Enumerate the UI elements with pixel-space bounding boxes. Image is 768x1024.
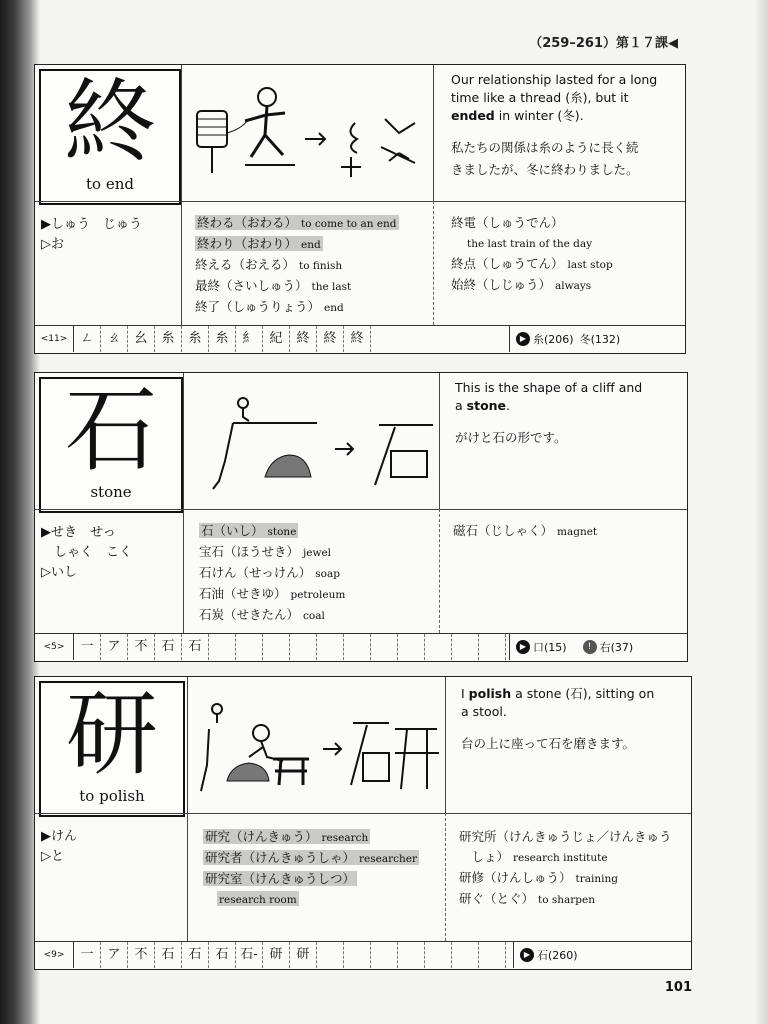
stroke-step xyxy=(425,942,452,968)
mnemonic-illustration xyxy=(191,685,443,809)
vocab-item: 研究者（けんきゅうしゃ） researcher xyxy=(205,850,417,865)
stroke-step xyxy=(290,634,317,660)
stroke-step: 不 xyxy=(128,634,155,660)
vocab-item: 石油（せきゆ） petroleum xyxy=(199,586,346,601)
stroke-step: ア xyxy=(101,942,128,968)
stroke-step: 糸 xyxy=(209,326,236,352)
kanji-entry-2 xyxy=(34,372,688,662)
stroke-step xyxy=(317,634,344,660)
kun-reading: ▷お xyxy=(41,237,64,252)
vocabulary-list-right xyxy=(453,521,597,542)
related-kanji: ▶ 糸(206) 冬(132) xyxy=(509,326,686,352)
vocab-item: 終える（おえる） to finish xyxy=(195,257,343,272)
mnemonic-story-japanese: 私たちの関係は糸のように長く続 きましたが、冬に終わりました。 xyxy=(451,140,639,177)
kanji-meaning: to end xyxy=(86,175,134,193)
stroke-step: 終 xyxy=(344,326,371,352)
stroke-step: 研 xyxy=(290,942,317,968)
stroke-step xyxy=(209,634,236,660)
vocab-item: 終わり（おわり） end xyxy=(197,236,321,251)
kanji-character: 研 xyxy=(65,681,158,788)
related-kanji: ▶ 石(260) xyxy=(513,942,692,968)
stroke-step: 石 xyxy=(182,634,209,660)
vocab-item: 宝石（ほうせき） jewel xyxy=(199,544,332,559)
stroke-step xyxy=(236,634,263,660)
on-reading: ▶しゅう じゅう xyxy=(41,217,142,232)
mnemonic-story-japanese: がけと石の形です。 xyxy=(455,430,567,445)
vocab-item: 石炭（せきたん） coal xyxy=(199,607,325,622)
on-reading: ▶せき せっ xyxy=(41,525,116,540)
vocabulary-list xyxy=(195,213,399,318)
mnemonic-story-japanese: 台の上に座って石を磨きます。 xyxy=(461,736,636,751)
vocabulary-list xyxy=(199,521,345,626)
page-edge xyxy=(754,0,768,1024)
stroke-step xyxy=(398,634,425,660)
vocab-item: 石（いし） stone xyxy=(201,523,297,538)
kanji-meaning: stone xyxy=(90,483,132,501)
stroke-count: <11> xyxy=(35,326,74,352)
related-kanji: ▶ 口(15) ! 右(37) xyxy=(509,634,688,660)
vocabulary-list-right xyxy=(459,827,672,910)
stroke-step: 研 xyxy=(263,942,290,968)
kun-reading: ▷いし xyxy=(41,565,77,580)
stroke-step: 終 xyxy=(290,326,317,352)
kanji-entry-3 xyxy=(34,676,692,970)
stroke-step xyxy=(425,634,452,660)
stroke-step: 石 xyxy=(182,942,209,968)
stroke-step xyxy=(452,942,479,968)
mnemonic-story: This is the shape of a cliff and a stone. がけと石の形です。 xyxy=(455,379,681,449)
vocab-item: 始終（しじゅう） always xyxy=(451,277,592,292)
vocabulary-list-right xyxy=(451,213,613,296)
stroke-step: 糸 xyxy=(155,326,182,352)
on-reading: ▶けん xyxy=(41,829,77,844)
vocab-item: しょ） research institute xyxy=(459,849,608,864)
kanji-box xyxy=(39,377,183,513)
warning-icon: ! xyxy=(583,640,597,654)
stroke-step: 一 xyxy=(74,634,101,660)
vocab-item: 研究所（けんきゅうじょ／けんきゅう xyxy=(459,829,672,844)
mnemonic-illustration xyxy=(187,381,437,505)
stroke-step xyxy=(371,634,398,660)
play-icon[interactable]: ▶ xyxy=(516,640,530,654)
stroke-step xyxy=(344,942,371,968)
stroke-count: <9> xyxy=(35,942,74,968)
stroke-order-row xyxy=(35,325,685,352)
stroke-step: 石- xyxy=(236,942,263,968)
page-number: 101 xyxy=(664,980,692,995)
vocab-item: 研究室（けんきゅうしつ） xyxy=(205,871,356,886)
vocab-item: 磁石（じしゃく） magnet xyxy=(453,523,598,538)
vocab-item: research room xyxy=(203,889,419,910)
kun-reading: ▷と xyxy=(41,849,64,864)
stroke-step: 終 xyxy=(317,326,344,352)
stroke-step xyxy=(263,634,290,660)
vocab-item: 研ぐ（とぐ） to sharpen xyxy=(459,891,596,906)
vocab-item: 最終（さいしゅう） the last xyxy=(195,278,352,293)
kanji-entry-1 xyxy=(34,64,686,354)
stroke-step xyxy=(398,942,425,968)
stroke-step: 紀 xyxy=(263,326,290,352)
mnemonic-story: Our relationship lasted for a long time like a thread (糸), but it ended in winter (冬). 私たちの関係は糸のように長く続 きましたが、冬に終わりました。 xyxy=(451,71,679,181)
vocab-item: 終電（しゅうでん） xyxy=(451,215,564,230)
stroke-step: 一 xyxy=(74,942,101,968)
stroke-step: 石 xyxy=(209,942,236,968)
stroke-order-row xyxy=(35,633,687,660)
stroke-order-row xyxy=(35,941,691,968)
lesson-header: （259–261）第１７課◀ xyxy=(529,36,678,51)
stroke-step xyxy=(479,634,506,660)
stroke-step xyxy=(371,942,398,968)
vocab-item: 終わる（おわる） to come to an end xyxy=(197,215,397,230)
stroke-step xyxy=(452,634,479,660)
kanji-character: 石 xyxy=(64,377,157,484)
vocab-item: 研究（けんきゅう） research xyxy=(205,829,369,844)
readings xyxy=(41,523,132,583)
on-reading-2: しゃく こく xyxy=(41,545,133,560)
stroke-step: 糹 xyxy=(236,326,263,352)
stroke-step: ㄠ xyxy=(101,326,128,352)
stroke-step: 糸 xyxy=(182,326,209,352)
kanji-meaning: to polish xyxy=(79,787,145,805)
stroke-step: 幺 xyxy=(128,326,155,352)
vocab-item: 研修（けんしゅう） training xyxy=(459,870,618,885)
vocab-item: 終了（しゅうりょう） end xyxy=(195,299,344,314)
stroke-step: 石 xyxy=(155,634,182,660)
readings xyxy=(41,215,142,255)
stroke-step xyxy=(479,942,506,968)
stroke-step: 不 xyxy=(128,942,155,968)
kanji-character: 終 xyxy=(63,69,156,176)
stroke-step xyxy=(344,634,371,660)
mnemonic-illustration xyxy=(185,73,431,197)
stroke-step: 石 xyxy=(155,942,182,968)
kanji-box xyxy=(39,69,181,205)
vocabulary-list xyxy=(203,827,419,910)
stroke-step xyxy=(317,942,344,968)
readings xyxy=(41,827,77,867)
play-icon[interactable]: ▶ xyxy=(520,948,534,962)
mnemonic-story: I polish a stone (石), sitting on a stool. 台の上に座って石を磨きます。 xyxy=(461,685,687,755)
vocab-item: 石けん（せっけん） soap xyxy=(199,565,340,580)
play-icon[interactable]: ▶ xyxy=(516,332,530,346)
stroke-step: ア xyxy=(101,634,128,660)
vocab-item: 終点（しゅうてん） last stop xyxy=(451,256,613,271)
stroke-count: <5> xyxy=(35,634,74,660)
stroke-step: ㄥ xyxy=(74,326,101,352)
kanji-box xyxy=(39,681,185,817)
vocab-item: the last train of the day xyxy=(467,238,593,250)
